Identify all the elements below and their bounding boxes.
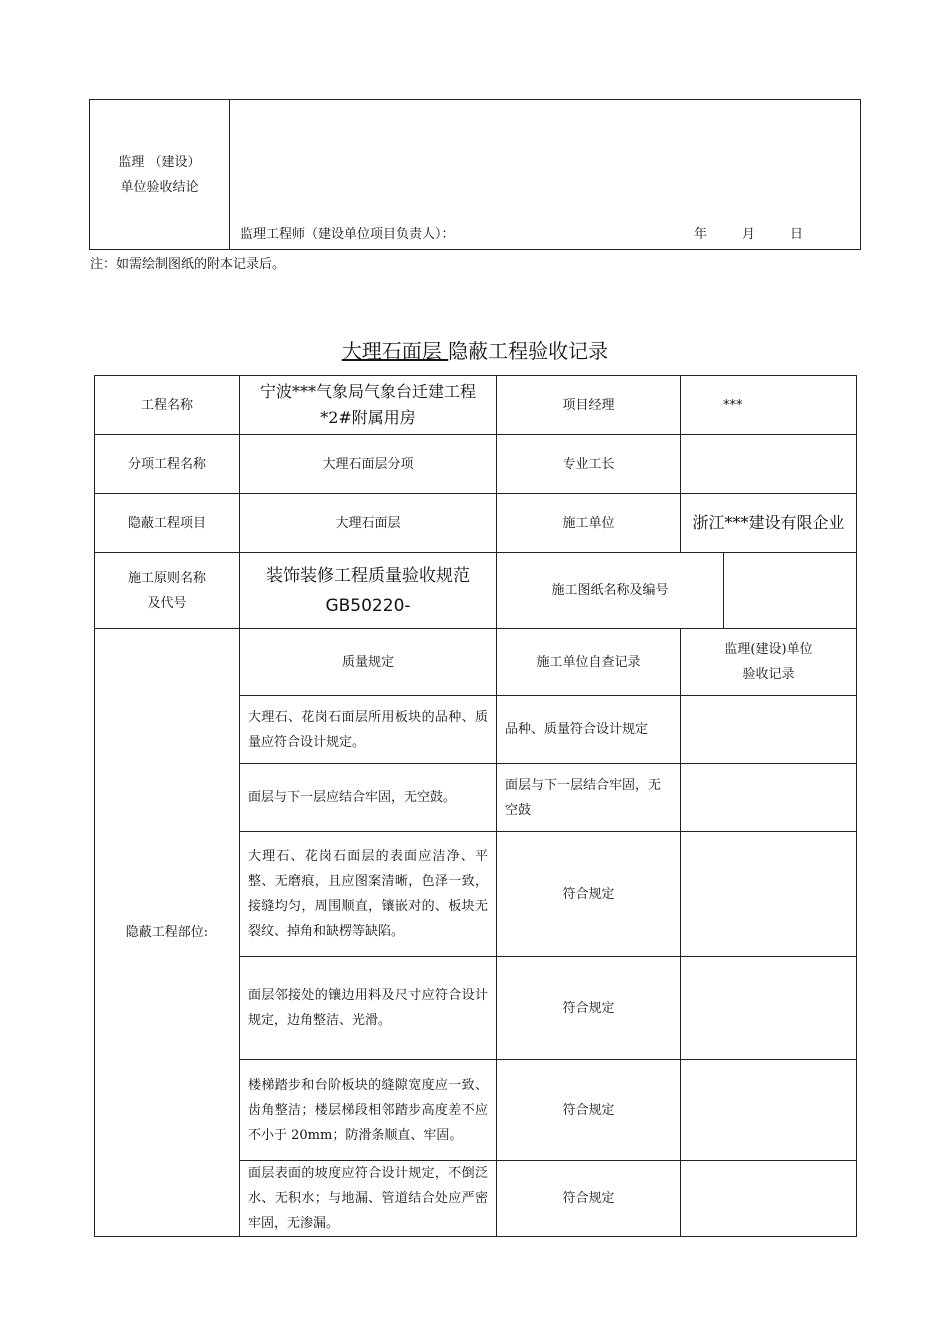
supervisor-conclusion-cell [230,100,861,250]
requirement-header: 质量规定 [240,629,497,696]
day-label: 日 [790,227,804,242]
standard-value-line2: GB50220- [325,595,411,616]
self-check-cell: 符合规定 [497,1161,681,1237]
supervisor-header-line1: 监理(建设)单位 [724,642,813,657]
self-check-cell: 符合规定 [497,957,681,1060]
supervisor-header-line2: 验收记录 [742,667,795,682]
inspection-record-table [94,375,857,1237]
contractor-label: 施工单位 [497,494,681,553]
year-label: 年 [694,227,708,242]
supervisor-cell [681,832,857,957]
standard-value [240,553,497,629]
subitem-value: 大理石面层分项 [240,435,497,494]
self-check-cell: 面层与下一层结合牢固，无空鼓 [497,764,681,832]
project-name-value [240,376,497,435]
requirement-cell: 大理石、花岗石面层的表面应洁净、平整、无磨痕，且应图案清晰，色泽一致，接缝均匀，周围顺直，镶嵌对的、板块无裂纹、掉角和缺楞等缺陷。 [240,832,497,957]
requirement-cell: 楼梯踏步和台阶板块的缝隙宽度应一致、齿角整洁；楼层梯段相邻踏步高度差不应不小于 20mm；防滑条顺直、牢固。 [240,1060,497,1161]
supervisor-cell [681,957,857,1060]
self-check-cell: 符合规定 [497,1060,681,1161]
footnote: 注：如需绘制图纸的附本记录后。 [90,257,286,272]
requirement-cell: 大理石、花岗石面层所用板块的品种、质量应符合设计规定。 [240,696,497,764]
title-subject: 大理石面层 [341,339,449,363]
month-label: 月 [742,227,756,242]
self-check-cell: 品种、质量符合设计规定 [497,696,681,764]
hidden-item-label: 隐蔽工程项目 [95,494,240,553]
self-check-header: 施工单位自查记录 [497,629,681,696]
drawing-label: 施工图纸名称及编号 [497,553,724,629]
manager-label: 项目经理 [497,376,681,435]
requirement-cell: 面层与下一层应结合牢固，无空鼓。 [240,764,497,832]
supervisor-cell [681,696,857,764]
self-check-cell: 符合规定 [497,832,681,957]
hidden-item-value: 大理石面层 [240,494,497,553]
subitem-label: 分项工程名称 [95,435,240,494]
supervisor-conclusion-table [89,99,861,250]
supervisor-label-line1: 监理 （建设） [118,154,201,170]
supervisor-cell [681,1161,857,1237]
standard-label-line2: 及代号 [147,595,187,611]
requirement-cell: 面层邻接处的镶边用料及尺寸应符合设计规定，边角整洁、光滑。 [240,957,497,1060]
supervisor-cell [681,764,857,832]
title-main: 隐蔽工程验收记录 [448,339,609,363]
supervisor-label-line2: 单位验收结论 [120,179,199,195]
supervisor-header [681,629,857,696]
drawing-value [724,553,857,629]
manager-value: *** [681,376,857,435]
document-title [0,336,950,366]
project-name-line1: 宁波***气象局气象台迁建工程 [259,382,476,401]
standard-label [95,553,240,629]
foreman-value [681,435,857,494]
foreman-label: 专业工长 [497,435,681,494]
hidden-location-label: 隐蔽工程部位: [95,629,240,1237]
requirement-cell: 面层表面的坡度应符合设计规定，不倒泛水、无积水；与地漏、管道结合处应严密牢固，无渗漏。 [240,1161,497,1237]
project-name-label: 工程名称 [95,376,240,435]
standard-label-line1: 施工原则名称 [127,570,206,586]
contractor-value: 浙江***建设有限企业 [681,494,857,553]
supervisor-cell [681,1060,857,1161]
standard-value-line1: 装饰装修工程质量验收规范 [266,565,470,586]
signature-label: 监理工程师（建设单位项目负责人）： [240,227,455,242]
project-name-line2: *2#附属用房 [320,408,416,427]
supervisor-label-cell [90,100,230,250]
signature-date [694,222,838,247]
